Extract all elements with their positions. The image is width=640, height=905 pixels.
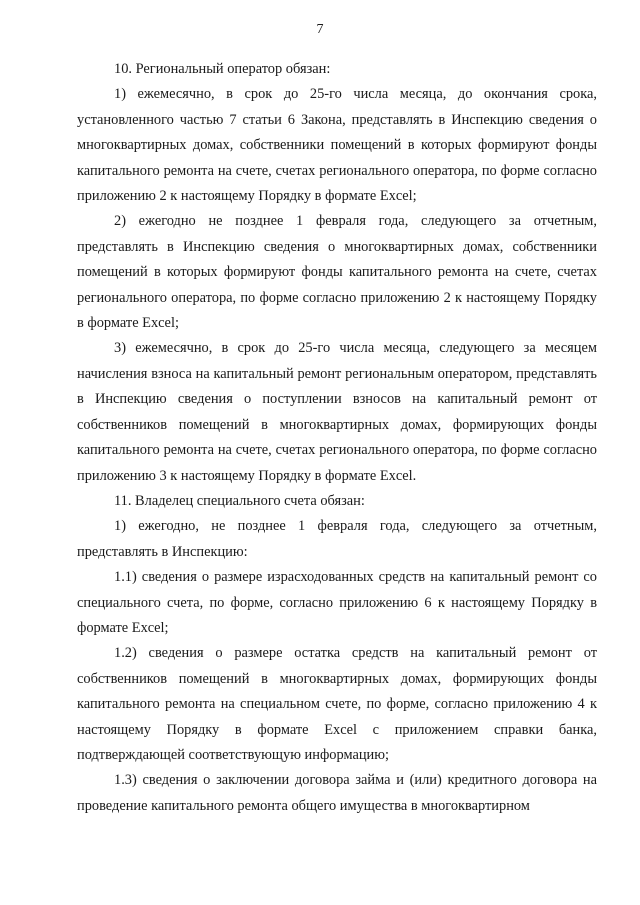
- paragraph-10-heading: 10. Региональный оператор обязан:: [114, 61, 331, 77]
- paragraph-11-item-1-2: 1.2) сведения о размере остатка средств на капитальный ремонт от собственников помещений в многоквартирных домах, формирующих фонды капитального ремонта на специальном счете, по форме, согласно приложению 4 к настоящему Порядку в формате Excel с приложением справки банка, подтверждающей соответствующую информацию;: [77, 645, 597, 763]
- paragraph-11-item-1: 1) ежегодно, не позднее 1 февраля года, следующего за отчетным, представлять в Инспекцию:: [77, 518, 597, 560]
- document-body: [77, 57, 597, 819]
- paragraph-11-item-1-3: 1.3) сведения о заключении договора займа и (или) кредитного договора на проведение капитального ремонта общего имущества в многоквартирном: [77, 772, 597, 814]
- page-number: 7: [316, 22, 324, 37]
- paragraph-10-item-1: 1) ежемесячно, в срок до 25-го числа месяца, до окончания срока, установленного частью 7 статьи 6 Закона, представлять в Инспекцию сведения о многоквартирных домах, собственники помещений в которых формируют фонды капитального ремонта на счете, счетах регионального оператора, по форме согласно приложению 2 к настоящему Порядку в формате Excel;: [77, 86, 597, 205]
- paragraph-11-heading: 11. Владелец специального счета обязан:: [114, 492, 365, 509]
- paragraph-10-item-2: 2) ежегодно не позднее 1 февраля года, следующего за отчетным, представлять в Инспекцию сведения о многоквартирных домах, собственники помещений в которых формируют фонды капитального ремонта на счете, счетах регионального оператора, по форме согласно приложению 2 к настоящему Порядку в формате Excel;: [77, 213, 597, 332]
- paragraph-11-item-1-1: 1.1) сведения о размере израсходованных средств на капитальный ремонт со специального счета, по форме, согласно приложению 6 к настоящему Порядку в формате Excel;: [77, 569, 597, 636]
- paragraph-10-item-3: 3) ежемесячно, в срок до 25-го числа месяца, следующего за месяцем начисления взноса на капитальный ремонт региональным оператором, представлять в Инспекцию сведения о поступлении взносов на капитальный ремонт от собственников помещений в многоквартирных домах, формирующих фонды капитального ремонта на счете, счетах регионального оператора, по форме согласно приложению 3 к настоящему Порядку в формате Excel.: [77, 340, 597, 484]
